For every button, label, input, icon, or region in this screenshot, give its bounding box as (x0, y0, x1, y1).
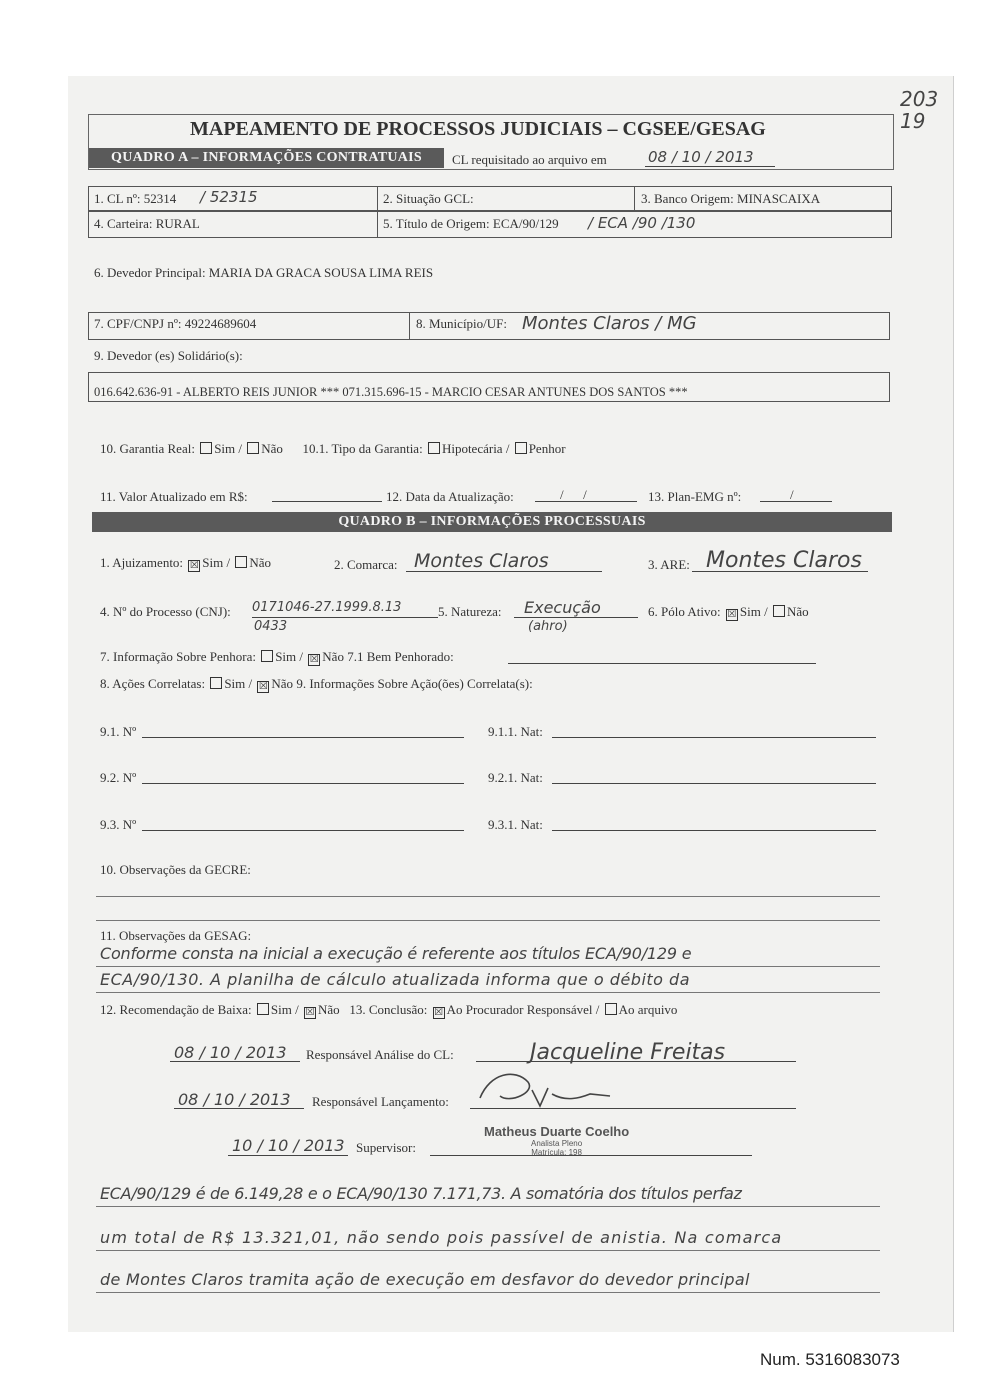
processo-label: 4. Nº do Processo (CNJ): (100, 604, 231, 619)
data-analise: 08 / 10 / 2013 (174, 1043, 287, 1062)
resp-lancamento-label: Responsável Lançamento: (312, 1094, 449, 1109)
quadro-b-header: QUADRO B – INFORMAÇÕES PROCESSUAIS (92, 512, 892, 532)
arquivo-checkbox[interactable] (605, 1003, 617, 1015)
polo-ativo-row: 6. Pólo Ativo: ☒ Sim / Não (648, 604, 809, 620)
valor-atualizado: 11. Valor Atualizado em R$: (100, 489, 248, 504)
nat921-label: 9.2.1. Nat: (488, 770, 543, 785)
garantia-sim-checkbox[interactable] (200, 442, 212, 454)
banco-origem: 3. Banco Origem: MINASCAIXA (641, 191, 821, 206)
carteira: 4. Carteira: RURAL (94, 216, 200, 231)
penhora-row: 7. Informação Sobre Penhora: Sim / ☒ Não 7.1 Bem Penhorado: (100, 649, 454, 665)
are-hand: Montes Claros (706, 548, 862, 573)
comarca-hand: Montes Claros (414, 550, 549, 572)
n91-label: 9.1. Nº (100, 724, 137, 739)
cpf-cnpj: 7. CPF/CNPJ nº: 49224689604 (94, 316, 257, 331)
baixa-sim-checkbox[interactable] (257, 1003, 269, 1015)
procurador-checkbox[interactable]: ☒ (434, 1007, 444, 1018)
margin-note: 203 19 (900, 87, 939, 133)
plan-emg: 13. Plan-EMG nº: (648, 489, 742, 504)
cl-requisitado-label: CL requisitado ao arquivo em (452, 152, 607, 167)
polo-sim-checkbox[interactable]: ☒ (727, 609, 737, 620)
correlatas-nao-checkbox[interactable]: ☒ (258, 681, 268, 692)
signature-lancamento (470, 1068, 630, 1112)
ajuizamento-row: 1. Ajuizamento: ☒ Sim / Não (100, 555, 272, 571)
resp-analise-label: Responsável Análise do CL: (306, 1047, 454, 1062)
processo-hand: 0171046-27.1999.8.13 (252, 600, 402, 615)
polo-nao-checkbox[interactable] (773, 605, 785, 617)
form-title: MAPEAMENTO DE PROCESSOS JUDICIAIS – CGSEE/GESAG (190, 118, 766, 140)
obs-gesag-label: 11. Observações da GESAG: (100, 928, 252, 943)
obs-line-1: Conforme consta na inicial a execução é referente aos títulos ECA/90/129 e (100, 944, 692, 963)
cl-number-hand: / 52315 (200, 188, 258, 206)
data-atualizacao: 12. Data da Atualização: (386, 489, 514, 504)
ajuizamento-sim-checkbox[interactable]: ☒ (189, 560, 199, 571)
footer-number: Num. 5316083073 (760, 1350, 900, 1369)
nat931-label: 9.3.1. Nat: (488, 817, 543, 832)
are-label: 3. ARE: (648, 557, 690, 572)
n93-label: 9.3. Nº (100, 817, 137, 832)
quadro-a-header: QUADRO A – INFORMAÇÕES CONTRATUAIS (89, 148, 444, 168)
municipio-label: 8. Município/UF: (416, 316, 508, 331)
data-supervisor: 10 / 10 / 2013 (232, 1136, 345, 1155)
solidarios-label: 9. Devedor (es) Solidário(s): (94, 348, 243, 363)
penhor-checkbox[interactable] (515, 442, 527, 454)
baixa-nao-checkbox[interactable]: ☒ (305, 1007, 315, 1018)
sig-analise: Jacqueline Freitas (530, 1040, 726, 1065)
obs-line-5: de Montes Claros tramita ação de execução em desfavor do devedor principal (100, 1270, 750, 1289)
situacao-gcl: 2. Situação GCL: (383, 191, 474, 206)
nat911-label: 9.1.1. Nat: (488, 724, 543, 739)
penhora-nao-checkbox[interactable]: ☒ (309, 654, 319, 665)
cl-requisitado-date: 08 / 10 / 2013 (648, 148, 754, 166)
municipio-hand: Montes Claros / MG (522, 313, 697, 334)
garantia-nao-checkbox[interactable] (247, 442, 259, 454)
natureza-hand: Execução (524, 598, 601, 617)
supervisor-label: Supervisor: (356, 1140, 416, 1155)
titulo-origem-hand: / ECA /90 /130 (588, 214, 696, 232)
penhora-sim-checkbox[interactable] (261, 650, 273, 662)
solidarios-value: 016.642.636-91 - ALBERTO REIS JUNIOR *** 071.315.696-15 - MARCIO CESAR ANTUNES DOS SANTOS *** (94, 385, 688, 399)
hipotecaria-checkbox[interactable] (428, 442, 440, 454)
correlatas-sim-checkbox[interactable] (210, 677, 222, 689)
data-lancamento: 08 / 10 / 2013 (178, 1090, 291, 1109)
correlatas-row: 8. Ações Correlatas: Sim / ☒ Não 9. Informações Sobre Ação(ões) Correlata(s): (100, 676, 533, 692)
comarca-label: 2. Comarca: (334, 557, 398, 572)
obs-line-2: ECA/90/130. A planilha de cálculo atualizada informa que o débito da (100, 970, 691, 989)
natureza-label: 5. Natureza: (438, 604, 502, 619)
devedor-principal: 6. Devedor Principal: MARIA DA GRACA SOUSA LIMA REIS (94, 265, 434, 280)
titulo-origem: 5. Título de Origem: ECA/90/129 (383, 216, 559, 231)
cl-number: 1. CL nº: 52314 (94, 191, 177, 206)
n92-label: 9.2. Nº (100, 770, 137, 785)
natureza-hand2: (ahro) (528, 619, 568, 634)
obs-line-4: um total de R$ 13.321,01, não sendo pois passível de anistia. Na comarca (100, 1228, 783, 1247)
recomendacao-row: 12. Recomendação de Baixa: Sim / ☒ Não 13. Conclusão: ☒ Ao Procurador Responsável / Ao arquivo (100, 1002, 678, 1018)
obs-gecre-label: 10. Observações da GECRE: (100, 862, 251, 877)
garantia-row: 10. Garantia Real: Sim / Não 10.1. Tipo da Garantia: Hipotecária / Penhor (100, 441, 566, 456)
supervisor-stamp: Matheus Duarte Coelho Analista Pleno Matrícula: 198 (484, 1124, 630, 1157)
processo-hand2: 0433 (254, 619, 288, 634)
ajuizamento-nao-checkbox[interactable] (235, 556, 247, 568)
obs-line-3: ECA/90/129 é de 6.149,28 e o ECA/90/130 7.171,73. A somatória dos títulos perfaz (100, 1184, 742, 1203)
